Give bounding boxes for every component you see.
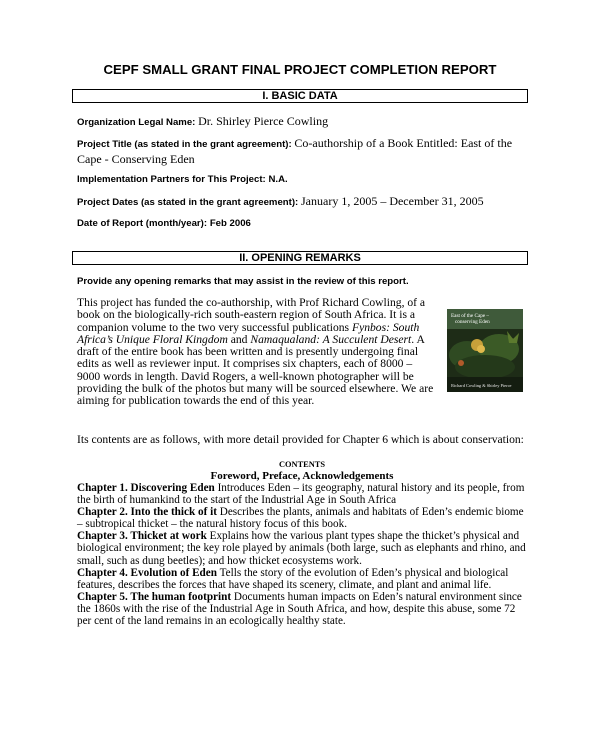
intro-and: and	[227, 332, 251, 346]
chapter-title: Chapter 4. Evolution of Eden	[77, 566, 217, 579]
foreword-line: Foreword, Preface, Acknowledgements	[210, 470, 394, 482]
project-dates-label: Project Dates (as stated in the grant agreement):	[77, 197, 299, 208]
report-date-value: Feb 2006	[209, 218, 251, 229]
chapter-item	[77, 482, 527, 506]
chapter-description: Introduces Eden – its geography, natural history and its people, from the birth of humankind to the start of the Industrial Age in South Africa	[77, 482, 525, 507]
project-dates-field	[77, 194, 527, 210]
section-basic-data-heading: I. BASIC DATA	[72, 89, 528, 103]
intro-paragraph	[77, 297, 437, 408]
intro-text-2: . A draft of the entire book has been written and is presently undergoing final edits as well as reviewer input. It comprises six chapters, each of 8000 – 9000 words in length. David Rogers, a well-known photographer will be providing the bulk of the photos but many will be sourced elsewhere. We are aiming for publication towards the end of this year.	[77, 332, 434, 408]
chapter-description: Documents human impacts on Eden’s natural environment since the 1860s with the rise of the Industrial Age in South Africa, and how, despite this abuse, some 72 per cent of the land remains in an ecologically healthy state.	[77, 590, 522, 628]
project-title-field	[77, 136, 527, 167]
report-title: CEPF SMALL GRANT FINAL PROJECT COMPLETION REPORT	[103, 62, 497, 77]
book-title-fynbos: Fynbos: South Africa’s Unique Floral Kingdom	[77, 320, 420, 346]
chapter-title: Chapter 5. The human footprint	[77, 590, 232, 603]
organization-label: Organization Legal Name:	[77, 117, 196, 128]
organization-value: Dr. Shirley Pierce Cowling	[198, 114, 329, 128]
chapter-description: Tells the story of the evolution of Eden’s physical and biological features, describes the forces that have shaped its scenery, climate, and plant and animal life.	[77, 566, 509, 591]
chapter-description: Explains how the various plant types shape the thicket’s physical and biological environment; the key role played by animals (both large, such as elephants and rhino, and small, such as dung beetles); and how thicket ecosystems work.	[77, 530, 526, 567]
project-title-label: Project Title (as stated in the grant agreement):	[77, 139, 292, 150]
partners-label: Implementation Partners for This Project:	[77, 174, 266, 185]
chapter-description: Describes the plants, animals and habitats of Eden’s endemic biome – subtropical thicket – the natural history focus of this book.	[77, 506, 524, 531]
project-title-value: Co-authorship of a Book Entitled: East of the Cape - Conserving Eden	[77, 136, 513, 166]
book-cover-art	[447, 309, 523, 392]
chapter-item	[77, 567, 527, 591]
contents-lead: Its contents are as follows, with more detail provided for Chapter 6 which is about conservation:	[77, 433, 524, 446]
book-cover-title: East of the Cape – conserving Eden	[451, 313, 490, 325]
book-cover-authors: Richard Cowling & Shirley Pierce	[451, 383, 512, 388]
chapter-item	[77, 591, 527, 627]
chapter-title: Chapter 1. Discovering Eden	[77, 482, 215, 494]
section-opening-remarks-heading: II. OPENING REMARKS	[72, 251, 528, 265]
book-cover-image	[447, 309, 523, 392]
partners-field	[77, 172, 527, 187]
project-dates-value: January 1, 2005 – December 31, 2005	[301, 194, 484, 208]
organization-field	[77, 114, 527, 130]
chapter-title: Chapter 3. Thicket at work	[77, 530, 207, 543]
chapter-item	[77, 506, 527, 530]
report-date-field	[77, 216, 527, 231]
contents-heading: CONTENTS	[278, 460, 326, 469]
partners-value: N.A.	[268, 174, 288, 185]
chapter-title: Chapter 2. Into the thick of it	[77, 506, 217, 519]
report-date-label: Date of Report (month/year):	[77, 218, 208, 229]
opening-remarks-prompt: Provide any opening remarks that may assist in the review of this report.	[77, 276, 409, 287]
chapter-item	[77, 530, 527, 566]
intro-text-1: This project has funded the co-authorship, with Prof Richard Cowling, of a book on the biologically-rich south-eastern region of South Africa. It is a companion volume to the two very successful publications	[77, 296, 426, 334]
chapter-list	[77, 482, 527, 627]
book-title-namaqualand: Namaqualand: A Succulent Desert	[250, 332, 412, 346]
